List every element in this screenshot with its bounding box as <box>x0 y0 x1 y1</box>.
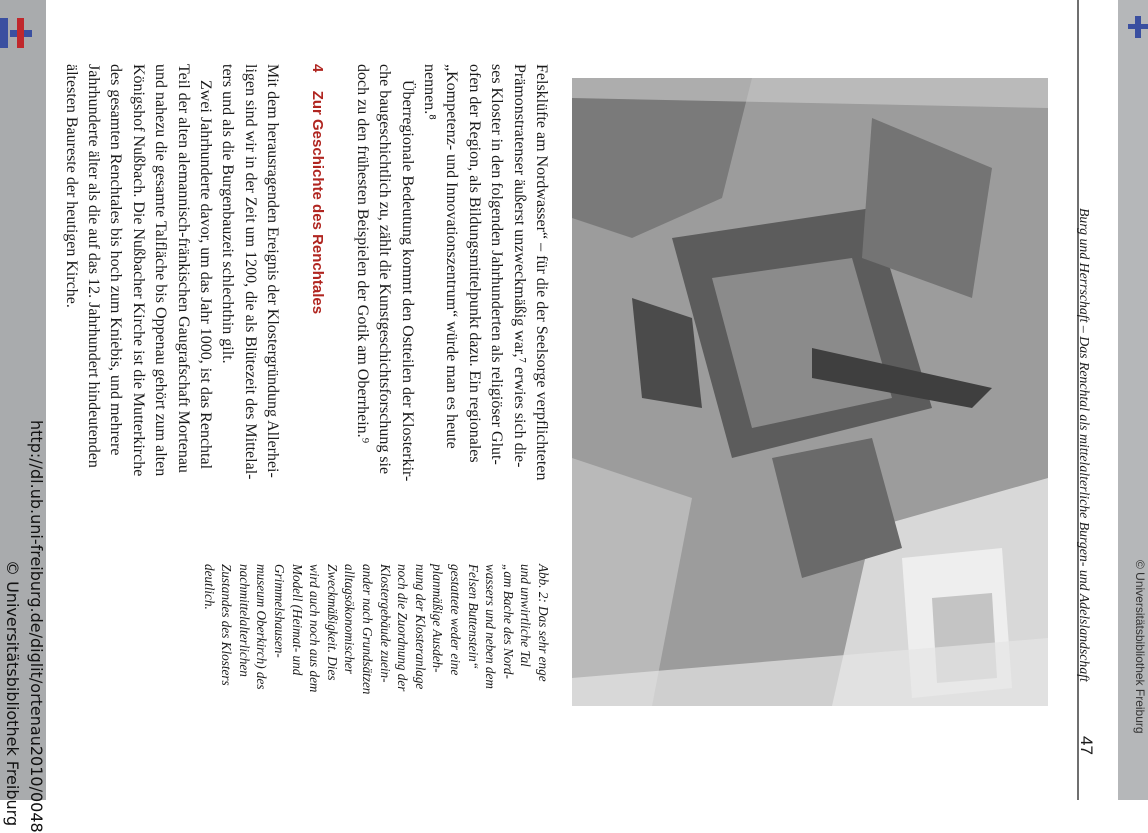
running-header: Burg und Herrschaft – Das Renchtal als mittelalterliche Burgen- und Adelslandschaft <box>1077 208 1092 682</box>
body-line: Zwei Jahrhunderte davor, um das Jahr 1000, ist das Renchtal <box>196 80 214 470</box>
library-logo-icon-right-bar <box>1128 24 1148 29</box>
body-line: des gesamten Renchtales bis hoch zum Kniebis, und mehrere <box>107 64 125 456</box>
caption-line: Zustandes des Klosters <box>219 564 235 686</box>
caption-line: Felsen Buttenstein“ <box>465 564 481 670</box>
caption-line: Grimmelshausen- <box>272 564 288 658</box>
caption-line: nachmittelalterlichen <box>236 564 252 677</box>
caption-line: wird auch noch aus dem <box>307 564 323 693</box>
caption-line: ander nach Grundsätzen <box>360 564 376 695</box>
figure-caption <box>200 564 552 694</box>
body-line <box>283 64 305 481</box>
body-line: ofen der Region, als Bildungsmittelpunkt dazu. Ein regionales <box>465 64 483 463</box>
caption-line: planmäßige Ausdeh- <box>430 564 446 673</box>
body-line: nennen.⁸ <box>420 64 438 120</box>
section-number: 4 <box>308 64 326 73</box>
body-line: doch zu den frühesten Beispielen der Gotik am Oberrhein.⁹ <box>353 64 371 444</box>
body-line: ters und als die Burgenbauzeit schlechthin gilt. <box>219 64 237 364</box>
body-line: Teil der alten alemannisch-fränkischen Gaugrafschaft Mortenau <box>174 64 192 473</box>
monastery-model-photo <box>572 78 1048 706</box>
body-line: ligen sind wir in der Zeit um 1200, die als Blütezeit des Mittelal- <box>241 64 259 480</box>
url-watermark: http://dl.ub.uni-freiburg.de/diglit/ortenau2010/0048 <box>27 420 46 833</box>
library-logo-icon <box>0 18 8 48</box>
library-logo-icon-accent <box>17 18 24 48</box>
caption-line: gestattete weder eine <box>448 564 464 676</box>
caption-line: „am Bache des Nord- <box>500 564 516 679</box>
caption-line: und unwirtliche Tal <box>518 564 534 667</box>
body-line: Prämonstratenser äußerst unzweckmäßig war,⁷ erwies sich die- <box>510 64 528 468</box>
body-line <box>328 64 350 481</box>
caption-line: deutlich. <box>201 564 217 610</box>
caption-line: noch die Zuordnung der <box>395 564 411 692</box>
body-line: und nahezu die gesamte Talfläche bis Oppenau gehört zum alten <box>152 64 170 477</box>
body-line: Mit dem herausragenden Ereignis der Klostergründung Allerhei- <box>264 64 282 478</box>
body-line: Jahrhunderte älter als die auf das 12. Jahrhundert hindeutenden <box>84 64 102 468</box>
section-heading <box>306 64 328 481</box>
body-line: ältesten Baureste der heutigen Kirche. <box>62 64 80 308</box>
caption-line: museum Oberkirch) des <box>254 564 270 690</box>
caption-line: nung der Klosteranlage <box>412 564 428 690</box>
caption-line: Zweckmäßigkeit. Dies <box>324 564 340 681</box>
caption-line: Modell (Heimat- und <box>289 564 305 676</box>
right-margin-watermark: © Universitätsbibliothek Freiburg <box>1133 560 1147 734</box>
body-line: che baugeschichtlich zu, zählt die Kunstgeschichtsforschung sie <box>376 64 394 475</box>
body-line: Königshof Nußbach. Die Nußbacher Kirche ist die Mutterkirche <box>129 64 147 477</box>
page-number: 47 <box>1077 736 1096 755</box>
body-line: ses Kloster in den folgenden Jahrhunderten als religiöser Glut- <box>488 64 506 465</box>
body-line: Überregionale Bedeutung kommt den Ostteilen der Klosterkir- <box>398 80 416 482</box>
caption-line: Abb. 2: Das sehr enge <box>536 564 551 682</box>
section-title: Zur Geschichte des Renchtales <box>308 90 326 315</box>
body-line: „Kompetenz- und Innovationszentrum“ würde man es heute <box>443 64 461 449</box>
caption-line: alltagsökonomischer <box>342 564 358 674</box>
caption-line: Klostergebäude zuein- <box>377 564 393 683</box>
body-line: Felsklüfte am Nordwasser“ – für die der Seelsorge verpflichteten <box>533 64 550 481</box>
caption-line: wassers und neben dem <box>483 564 499 689</box>
body-text <box>59 64 552 481</box>
copyright-watermark: © Universitätsbibliothek Freiburg <box>3 560 22 827</box>
